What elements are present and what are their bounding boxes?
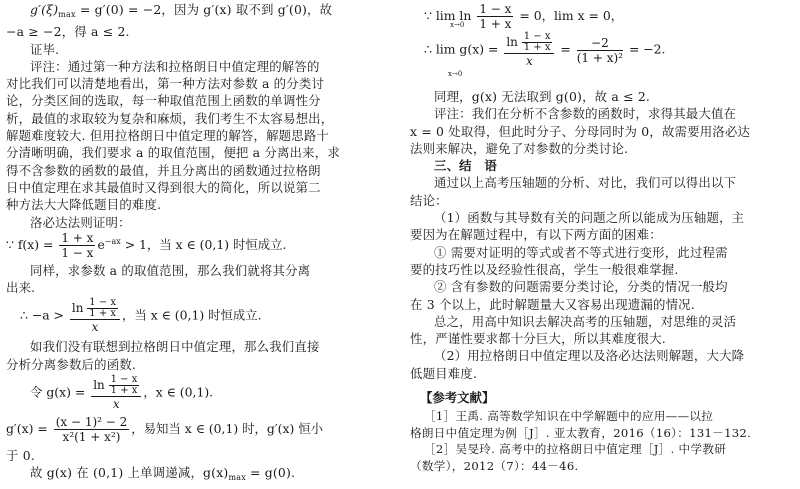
comment-line-2: 对比我们可以清楚地看出，第一种方法对参数 a 的分类讨 [6,76,325,92]
comment-line-5: 解题难度较大. 但用拉格朗日中值定理的解答，解题思路十 [6,128,330,144]
fx-fraction: $\frac{1 + x}{1 - x}$ [61,230,94,260]
summary-line-1: 总之，用高中知识去解决高考的压轴题，对思维的灵活 [434,313,737,329]
point1-line-1: （1）函数与其导数有关的问题之所以能成为压轴题，主 [434,210,745,226]
param-bound-line: −a ≥ −2，得 a ≤ 2. [6,24,130,40]
monotone-line: 故 g(x) 在 (0,1) 上单调递减，$g(x)_{max} = g(0)$. [30,465,296,483]
proof-end: 证毕. [30,41,60,57]
reference-1-line-2: 格朗日中值定理为例［J］. 亚太教育，2016（16）：131－132. [410,425,752,440]
same-line-2: 出来. [6,280,36,296]
conclusion-line-2: 结论： [410,192,448,208]
ln-fraction: ln $\frac{1 - x}{1 + x}$ x [70,298,120,334]
comment-line-1: 评注：通过第一种方法和拉格朗日中值定理的解答的 [30,58,320,74]
difficulty1-line-2: 要的技巧性以及经验性很高，学生一般很难掌握. [410,261,679,277]
comment-line-8: 日中值定理在求其最值时又得到很大的简化，所以说第二 [6,179,321,195]
limit2-fraction: ln $\frac{1 - x}{1 + x}$ x [504,32,554,68]
comment-line-3: 论，分类区间的选取，每一种取值范围上函数的单调性分 [6,93,321,109]
limit-line-2: ∴ lim g(x) = ln $\frac{1 - x}{1 + x}$ x = $\frac{-2}{\text{(1 + x)²}}$ = −2. x→0 [424,31,666,78]
gx-definition: 令 g(x) = ln $\frac{1 - x}{1 + x}$ x ，x ∈ (0,1). [30,374,214,412]
gprime-fraction: $\frac{\text{(x − 1)² − 2}}{\text{x²(1 + x²)}}$ [55,415,128,445]
right-column [410,0,794,474]
summary-line-2: 性，严谨性要求都十分巨大，所以其难度很大. [410,331,666,347]
reference-2-line-1: ［2］吴旻玲. 高考中的拉格朗日中值定理［J］. 中学教研 [424,442,727,457]
comment-line-6: 分清晰明确，我们要求 a 的取值范围，便把 a 分离出来，求 [6,145,340,161]
limit-fraction: $\frac{1 - x}{1 + x}$ [479,2,512,31]
same-line-1: 同样，求参数 a 的取值范围，那么我们就将其分离 [30,262,311,278]
difficulty2-line-1: ② 含有参数的问题需要分类讨论，分类的情况一般均 [434,279,728,295]
right-comment-2: x = 0 处取得，但此时分子、分母同时为 0，故需要用洛必达 [410,123,751,139]
gprime-tail: 于 0. [6,448,35,464]
gprime-expression: g′(x) = $\frac{\text{(x − 1)² − 2}}{\text{x²(1 + x²)}}$ ，易知当 x ∈ (0,1) 时，g′(x) 恒小 [6,415,324,445]
reference-2-line-2: （数学），2012（7）：44－46. [410,458,579,473]
comment-line-7: 得不含参数的函数的最值，并且分离出的函数通过拉格朗 [6,162,321,178]
left-column [6,0,390,487]
max-derivative-line: $g'(\xi)_{max} = g'(0) = -2$，因为 g′(x) 取不到 g′(0)，故 [30,2,333,19]
point2-line-2: 低题目难度. [410,365,478,381]
limit2-result-fraction: $\frac{-2}{\text{(1 + x)²}}$ [576,35,623,65]
limit-line-1: ∵ lim ln $\frac{1 - x}{1 + x}$ = 0，lim x = 0， x→0 [424,2,624,31]
fx-inequality: ∵ f(x) = $\frac{1 + x}{1 - x}$ $e^{-ax} > 1$，当 x ∈ (0,1) 时恒成立. [6,230,287,260]
conclusion-line-1: 通过以上高考压轴题的分析、对比，我们可以得出以下 [434,175,737,191]
separated-inequality: ∴ −a > ln $\frac{1 - x}{1 + x}$ x ，当 x ∈ (0,1) 时恒成立. [20,297,262,335]
point2-line-1: （2）用拉格朗日中值定理以及洛必达法则解题，大大降 [434,348,745,364]
comment-line-4: 析，最值的求取较为复杂和麻烦，我们考生不太容易想出， [6,110,334,126]
section-heading: 三、结 语 [434,158,497,174]
think-line-2: 分析分离参数后的函数. [6,356,137,372]
reference-1-line-1: ［1］王禹. 高等数学知识在中学解题中的应用——以拉 [424,409,714,424]
right-comment-1: 评注：我们在分析不含参数的函数时，求得其最大值在 [434,106,737,122]
difficulty2-line-2: 在 3 个以上，此时解题量大又容易出现遗漏的情况. [410,296,695,312]
comment-line-9: 种方法大大降低题目的难度. [6,197,162,213]
right-comment-3: 法则来解决，避免了对参数的分类讨论. [410,140,629,156]
gx-fraction: ln $\frac{1 - x}{1 + x}$ x [91,375,141,411]
point1-line-2: 要因为在解题过程中，有以下两方面的困难： [410,227,662,243]
difficulty1-line-1: ① 需要对证明的等式或者不等式进行变形，此过程需 [434,244,728,260]
lhospital-heading: 洛必达法则证明： [30,214,131,230]
same-conclusion: 同理，g(x) 无法取到 g(0)，故 a ≤ 2. [434,89,651,104]
think-line-1: 如我们没有联想到拉格朗日中值定理，那么我们直接 [30,339,320,355]
references-heading: 【参考文献】 [420,390,495,406]
